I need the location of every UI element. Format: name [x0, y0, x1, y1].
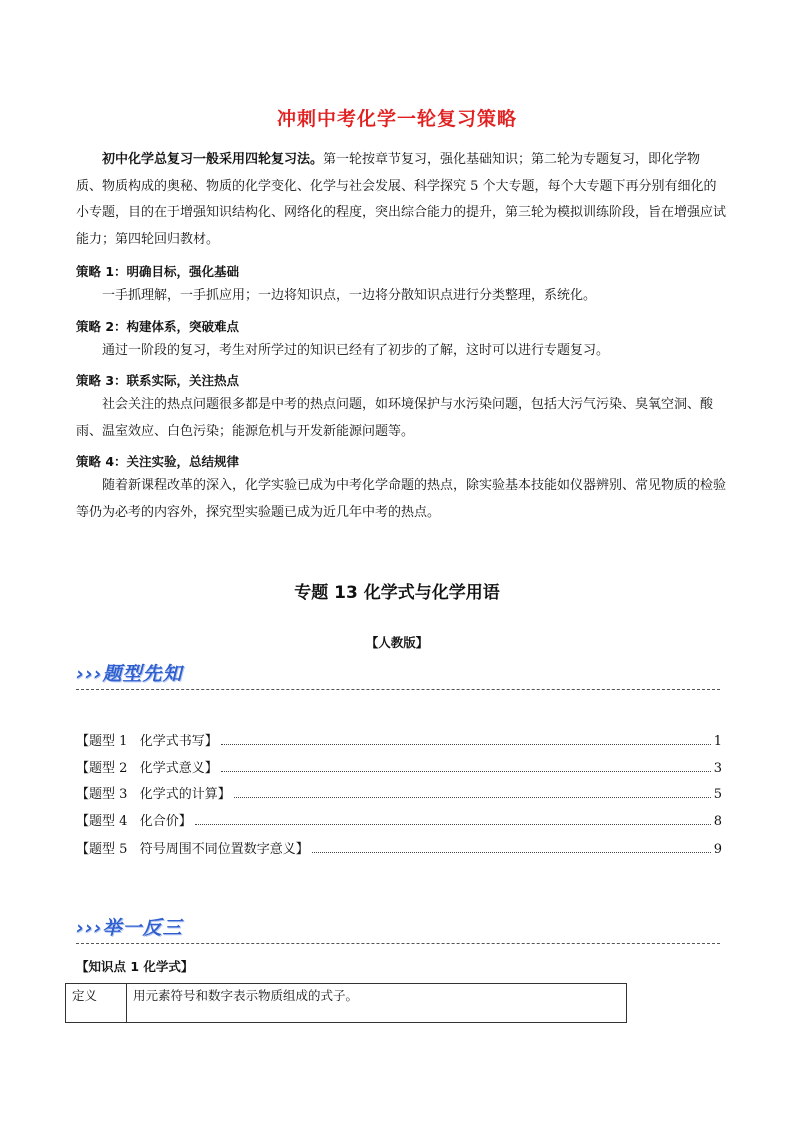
banner-question-preview-label: ›››题型先知: [76, 663, 183, 685]
toc-item-label: 【题型 2 化学式意义】: [76, 761, 218, 776]
toc-leader-dots: [221, 771, 711, 772]
definition-table: [65, 983, 627, 1023]
toc-item-page: 9: [713, 842, 722, 857]
banner-examples-label: ›››举一反三: [76, 917, 183, 939]
strategy-1-body: 一手抓理解，一手抓应用；一边将知识点，一边将分散知识点进行分类整理，系统化。: [102, 288, 597, 303]
strategy-2-title: 策略 2：构建体系，突破难点: [76, 319, 240, 334]
toc-item-4[interactable]: [76, 811, 722, 829]
toc-item-3[interactable]: [76, 784, 722, 802]
dashed-divider: [76, 689, 720, 690]
toc-item-label: 【题型 5 符号周围不同位置数字意义】: [76, 842, 309, 857]
toc-item-page: 3: [713, 761, 722, 776]
toc-item-label: 【题型 1 化学式书写】: [76, 734, 218, 749]
definition-text-cell: 用元素符号和数字表示物质组成的式子。: [127, 984, 627, 1023]
toc-item-page: 8: [713, 814, 722, 829]
intro-lead: 初中化学总复习一般采用四轮复习法。: [102, 152, 324, 167]
strategy-3-body: 社会关注的热点问题很多都是中考的热点问题，如环境保护与水污染问题，包括大污气污染、臭氧空洞、酸雨、温室效应、白色污染；能源危机与开发新能源问题等。: [76, 397, 714, 439]
strategy-4-title: 策略 4：关注实验，总结规律: [76, 454, 240, 469]
toc-item-label: 【题型 3 化学式的计算】: [76, 787, 231, 802]
strategy-4-body: 随着新课程改革的深入，化学实验已成为中考化学命题的热点，除实验基本技能如仪器辨别、常见物质的检验等仍为必考的内容外，探究型实验题已成为近几年中考的热点。: [76, 478, 727, 520]
toc-item-page: 5: [713, 787, 722, 802]
table-row: [66, 984, 627, 1023]
toc-item-page: 1: [713, 734, 722, 749]
toc-leader-dots: [195, 824, 711, 825]
knowledge-point-heading: 【知识点 1 化学式】: [76, 959, 194, 974]
toc-item-5[interactable]: [76, 839, 722, 857]
dashed-divider: [76, 943, 720, 944]
banner-question-preview: [76, 662, 720, 690]
intro-paragraph: [76, 147, 726, 253]
toc-leader-dots: [234, 797, 711, 798]
toc-item-2[interactable]: [76, 758, 722, 776]
strategy-2-body: 通过一阶段的复习，考生对所学过的知识已经有了初步的了解，这时可以进行专题复习。: [102, 343, 610, 358]
toc-item-1[interactable]: [76, 731, 722, 749]
toc-leader-dots: [312, 852, 711, 853]
strategy-3-title: 策略 3：联系实际，关注热点: [76, 373, 240, 388]
topic-title: 专题 13 化学式与化学用语: [294, 583, 500, 603]
definition-term-cell: 定义: [66, 984, 127, 1023]
banner-examples: [76, 916, 720, 944]
toc-item-label: 【题型 4 化合价】: [76, 814, 192, 829]
intro-text: 第一轮按章节复习，强化基础知识；第二轮为专题复习，即化学物质、物质构成的奥秘、物质的化学变化、化学与社会发展、科学探究 5 个大专题，每个大专题下再分别有细化的小专题，目的在于增强知识结构化、网络化的程度，突出综合能力的提升，第三轮为模拟训练阶段，旨在增强应试能力；第四轮回归教材。: [76, 152, 727, 247]
main-title: 冲刺中考化学一轮复习策略: [276, 108, 517, 130]
edition-label: 【人教版】: [365, 635, 429, 650]
strategy-1-title: 策略 1：明确目标，强化基础: [76, 264, 240, 279]
toc-leader-dots: [221, 744, 711, 745]
